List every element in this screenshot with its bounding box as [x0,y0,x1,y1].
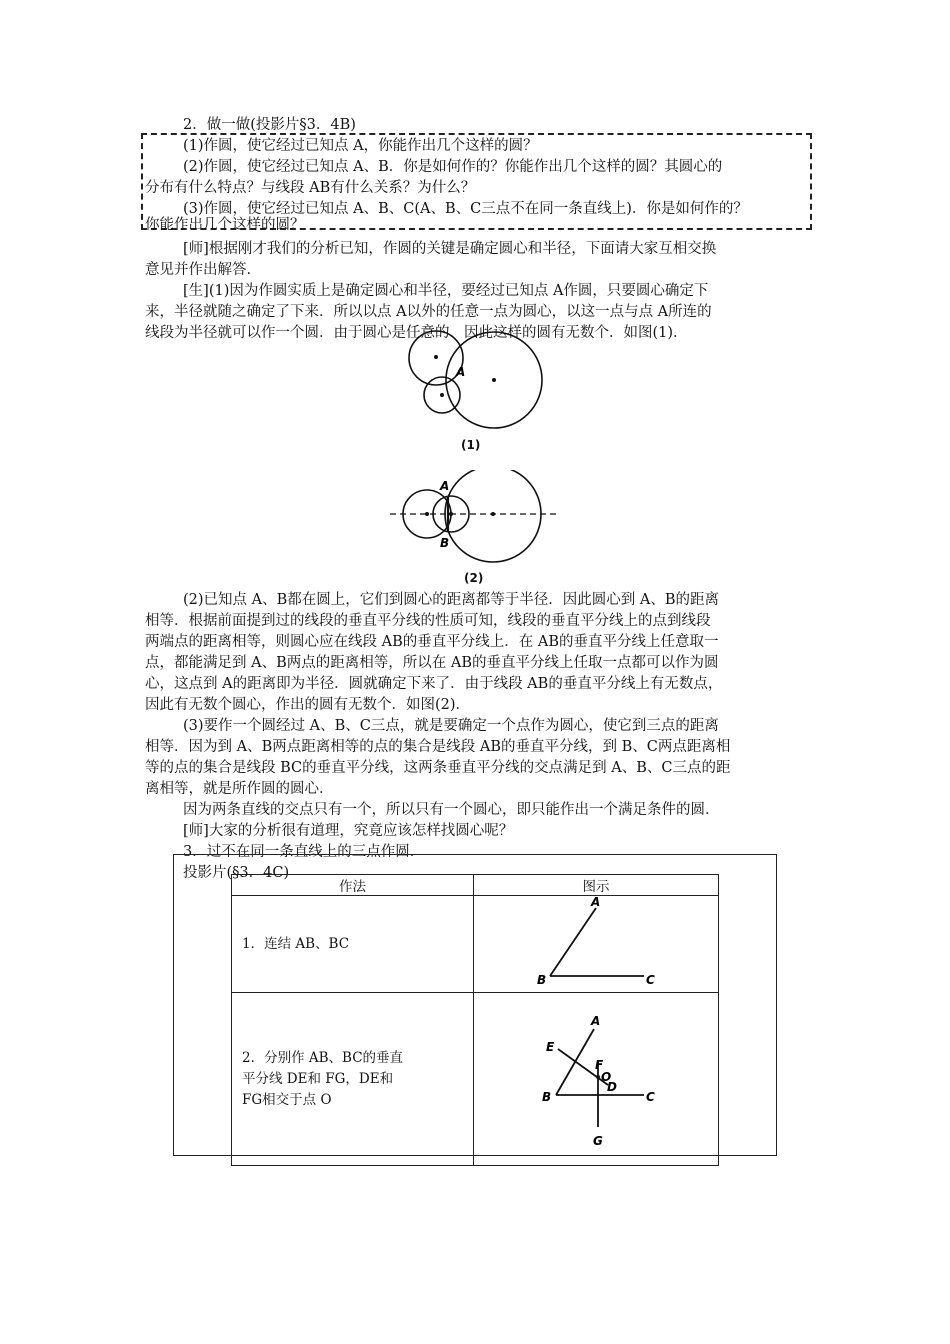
teacher-remark-2: [师]大家的分析很有道理，究竟应该怎样找圆心呢？ [183,823,514,839]
para2-line6: 因此有无数个圆心，作出的圆有无数个．如图(2)． [145,697,471,713]
question-3-line2: 你能作出几个这样的圆？ [145,217,305,233]
student-answer-line2: 来，半径就随之确定了下来．所以以点 A以外的任意一点为圆心，以这一点与点 A所连的 [145,304,712,320]
figure-2-circles [385,470,565,565]
step1-figure-cell [474,896,719,993]
para3-line3: 等的点的集合是线段 BC的垂直平分线，这两条垂直平分线的交点满足到 A、B、C三点的距 [145,760,731,776]
student-answer-line3: 线段为半径就可以作一个圆．由于圆心是任意的．因此这样的圆有无数个．如图(1)． [145,325,688,341]
figure-1-caption: (1) [461,438,481,452]
fig1-label-a: A [456,365,466,379]
fig1-center-left [434,355,438,359]
step1-text-cell [232,896,474,993]
table-row [232,993,719,1166]
figure-1-circles [400,330,570,430]
step2-label-d: D [607,1080,617,1094]
para2-line1: (2)已知点 A、B都在圆上，它们到圆心的距离都等于半径．因此圆心到 A、B的距离 [183,592,720,608]
step2-label-c: C [646,1090,655,1104]
teacher-remark-1-line2: 意见并作出解答． [145,262,261,278]
para2-line5: 心，这点到 A的距离即为半径．圆就确定下来了．由于线段 AB的垂直平分线上有无数点， [145,676,723,692]
step2-label-e: E [546,1040,555,1054]
header-figure: 图示 [474,875,719,896]
step2-label-g: G [593,1134,603,1148]
para3-line2: 相等．因为到 A、B两点距离相等的点的集合是线段 AB的垂直平分线，到 B、C两点距离相 [145,739,731,755]
step1-label-a: A [591,896,601,909]
figure-2-caption: (2) [464,571,484,585]
step2-text-line2: 平分线 DE和 FG，DE和 [242,1070,394,1087]
para2-line2: 相等．根据前面提到过的线段的垂直平分线的性质可知，线段的垂直平分线上的点到线段 [145,613,711,629]
section2-heading: 2．做一做(投影片§3．4B) [183,117,356,133]
fig2-label-b: B [440,536,450,550]
step2-text-cell [232,993,474,1166]
para3-line1: (3)要作一个圆经过 A、B、C三点，就是要确定一个点作为圆心，使它到三点的距离 [183,718,719,734]
step2-label-f: F [595,1058,604,1072]
para4: 因为两条直线的交点只有一个，所以只有一个圆心，即只能作出一个满足条件的圆． [183,802,720,818]
step1-label-b: B [537,973,547,987]
section3-heading: 3．过不在同一条直线上的三点作圆． [183,844,425,860]
question-2-line2: 分布有什么特点？与线段 AB有什么关系？为什么？ [145,180,476,196]
para2-line3: 两端点的距离相等，则圆心应在线段 AB的垂直平分线上．在 AB的垂直平分线上任意取一 [145,634,719,650]
step1-figure [474,896,718,988]
step2-label-b: B [542,1090,552,1104]
slide-label: 投影片(§3．4C) [183,865,290,881]
step1-label-c: C [646,973,655,987]
fig1-center-bottom [440,393,444,397]
student-answer-line1: [生](1)因为作圆实质上是确定圆心和半径，要经过已知点 A作圆，只要圆心确定下 [183,283,709,299]
question-3-line1: (3)作圆，使它经过已知点 A、B、C(A、B、C三点不在同一条直线上)．你是如何作的？ [183,201,748,217]
step2-label-a: A [591,1014,601,1028]
question-1: (1)作圆，使它经过已知点 A，你能作出几个这样的圆？ [183,138,538,154]
construction-steps-table [231,874,719,1166]
table-row [232,896,719,993]
fig1-center-large [492,378,496,382]
step2-text-line3: FG相交于点 O [242,1091,332,1108]
question-2-line1: (2)作圆，使它经过已知点 A、B．你是如何作的？你能作出几个这样的圆？其圆心的 [183,159,723,175]
para2-line4: 点，都能满足到 A、B两点的距离相等，所以在 AB的垂直平分线上任取一点都可以作为圆 [145,655,719,671]
step2-figure [474,993,718,1161]
fig2-label-a: A [440,479,450,493]
para3-line4: 离相等，就是所作圆的圆心． [145,781,334,797]
step2-figure-cell [474,993,719,1166]
step2-label-o: O [601,1070,612,1084]
step2-text-line1: 2．分别作 AB、BC的垂直 [242,1049,404,1066]
teacher-remark-1-line1: [师]根据刚才我们的分析已知，作圆的关键是确定圆心和半径，下面请大家互相交换 [183,241,717,257]
header-method: 作法 [232,875,474,896]
step1-text: 1．连结 AB、BC [242,935,350,952]
